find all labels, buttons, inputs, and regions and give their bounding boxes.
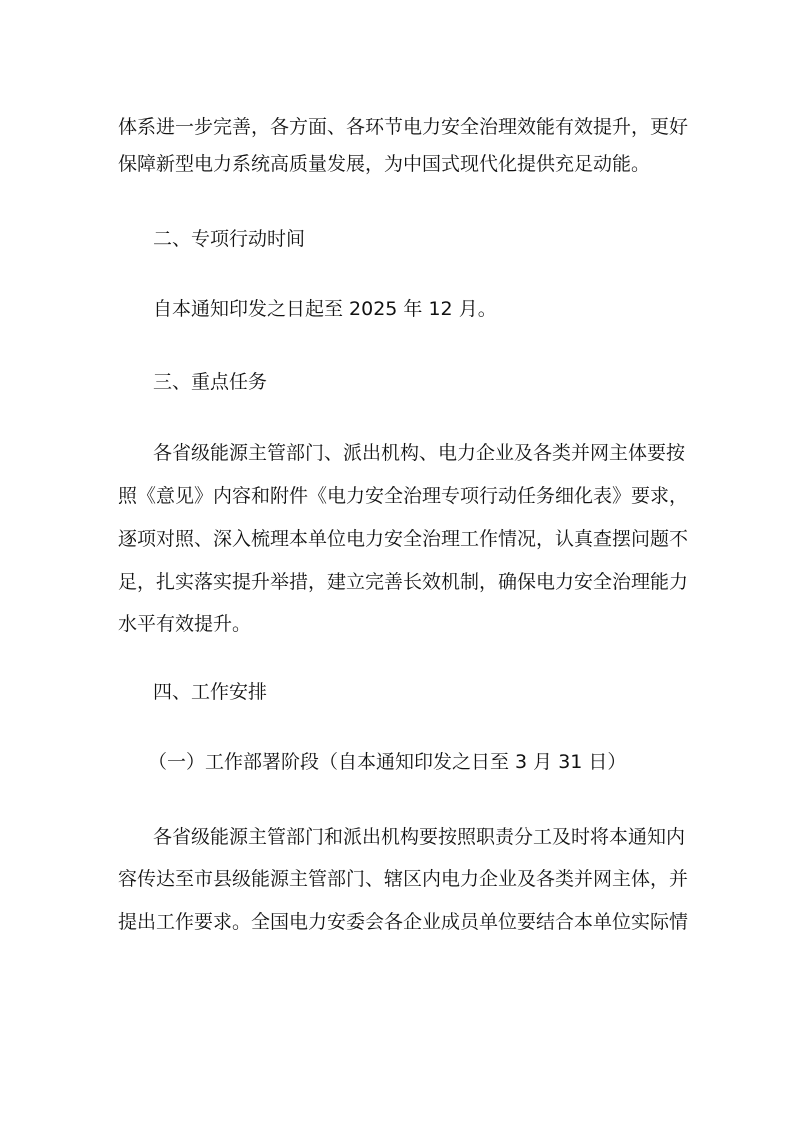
paragraph-time: 自本通知印发之日起至 2025 年 12 月。 [153, 298, 497, 320]
paragraph-tasks-line-2: 照《意见》内容和附件《电力安全治理专项行动任务细化表》要求， [118, 485, 689, 507]
paragraph-intro-line-2: 保障新型电力系统高质量发展，为中国式现代化提供充足动能。 [118, 153, 651, 175]
paragraph-deploy-line-3: 提出工作要求。全国电力安委会各企业成员单位要结合本单位实际情 [118, 911, 689, 933]
paragraph-deploy-line-1: 各省级能源主管部门和派出机构要按照职责分工及时将本通知内 [153, 826, 686, 848]
section-heading-arrangement: 四、工作安排 [153, 681, 268, 703]
paragraph-tasks-line-1: 各省级能源主管部门、派出机构、电力企业及各类并网主体要按 [153, 442, 686, 464]
subheading-deployment-phase: （一）工作部署阶段（自本通知印发之日至 3 月 31 日） [148, 751, 627, 773]
paragraph-tasks-line-3: 逐项对照、深入梳理本单位电力安全治理工作情况，认真查摆问题不 [118, 528, 689, 550]
section-heading-tasks: 三、重点任务 [153, 371, 268, 393]
paragraph-tasks-line-4: 足，扎实落实提升举措，建立完善长效机制，确保电力安全治理能力 [118, 571, 689, 593]
paragraph-deploy-line-2: 容传达至市县级能源主管部门、辖区内电力企业及各类并网主体，并 [118, 868, 689, 890]
section-heading-time: 二、专项行动时间 [153, 228, 306, 250]
paragraph-tasks-line-5: 水平有效提升。 [118, 613, 252, 635]
paragraph-intro-line-1: 体系进一步完善，各方面、各环节电力安全治理效能有效提升，更好 [118, 116, 689, 138]
